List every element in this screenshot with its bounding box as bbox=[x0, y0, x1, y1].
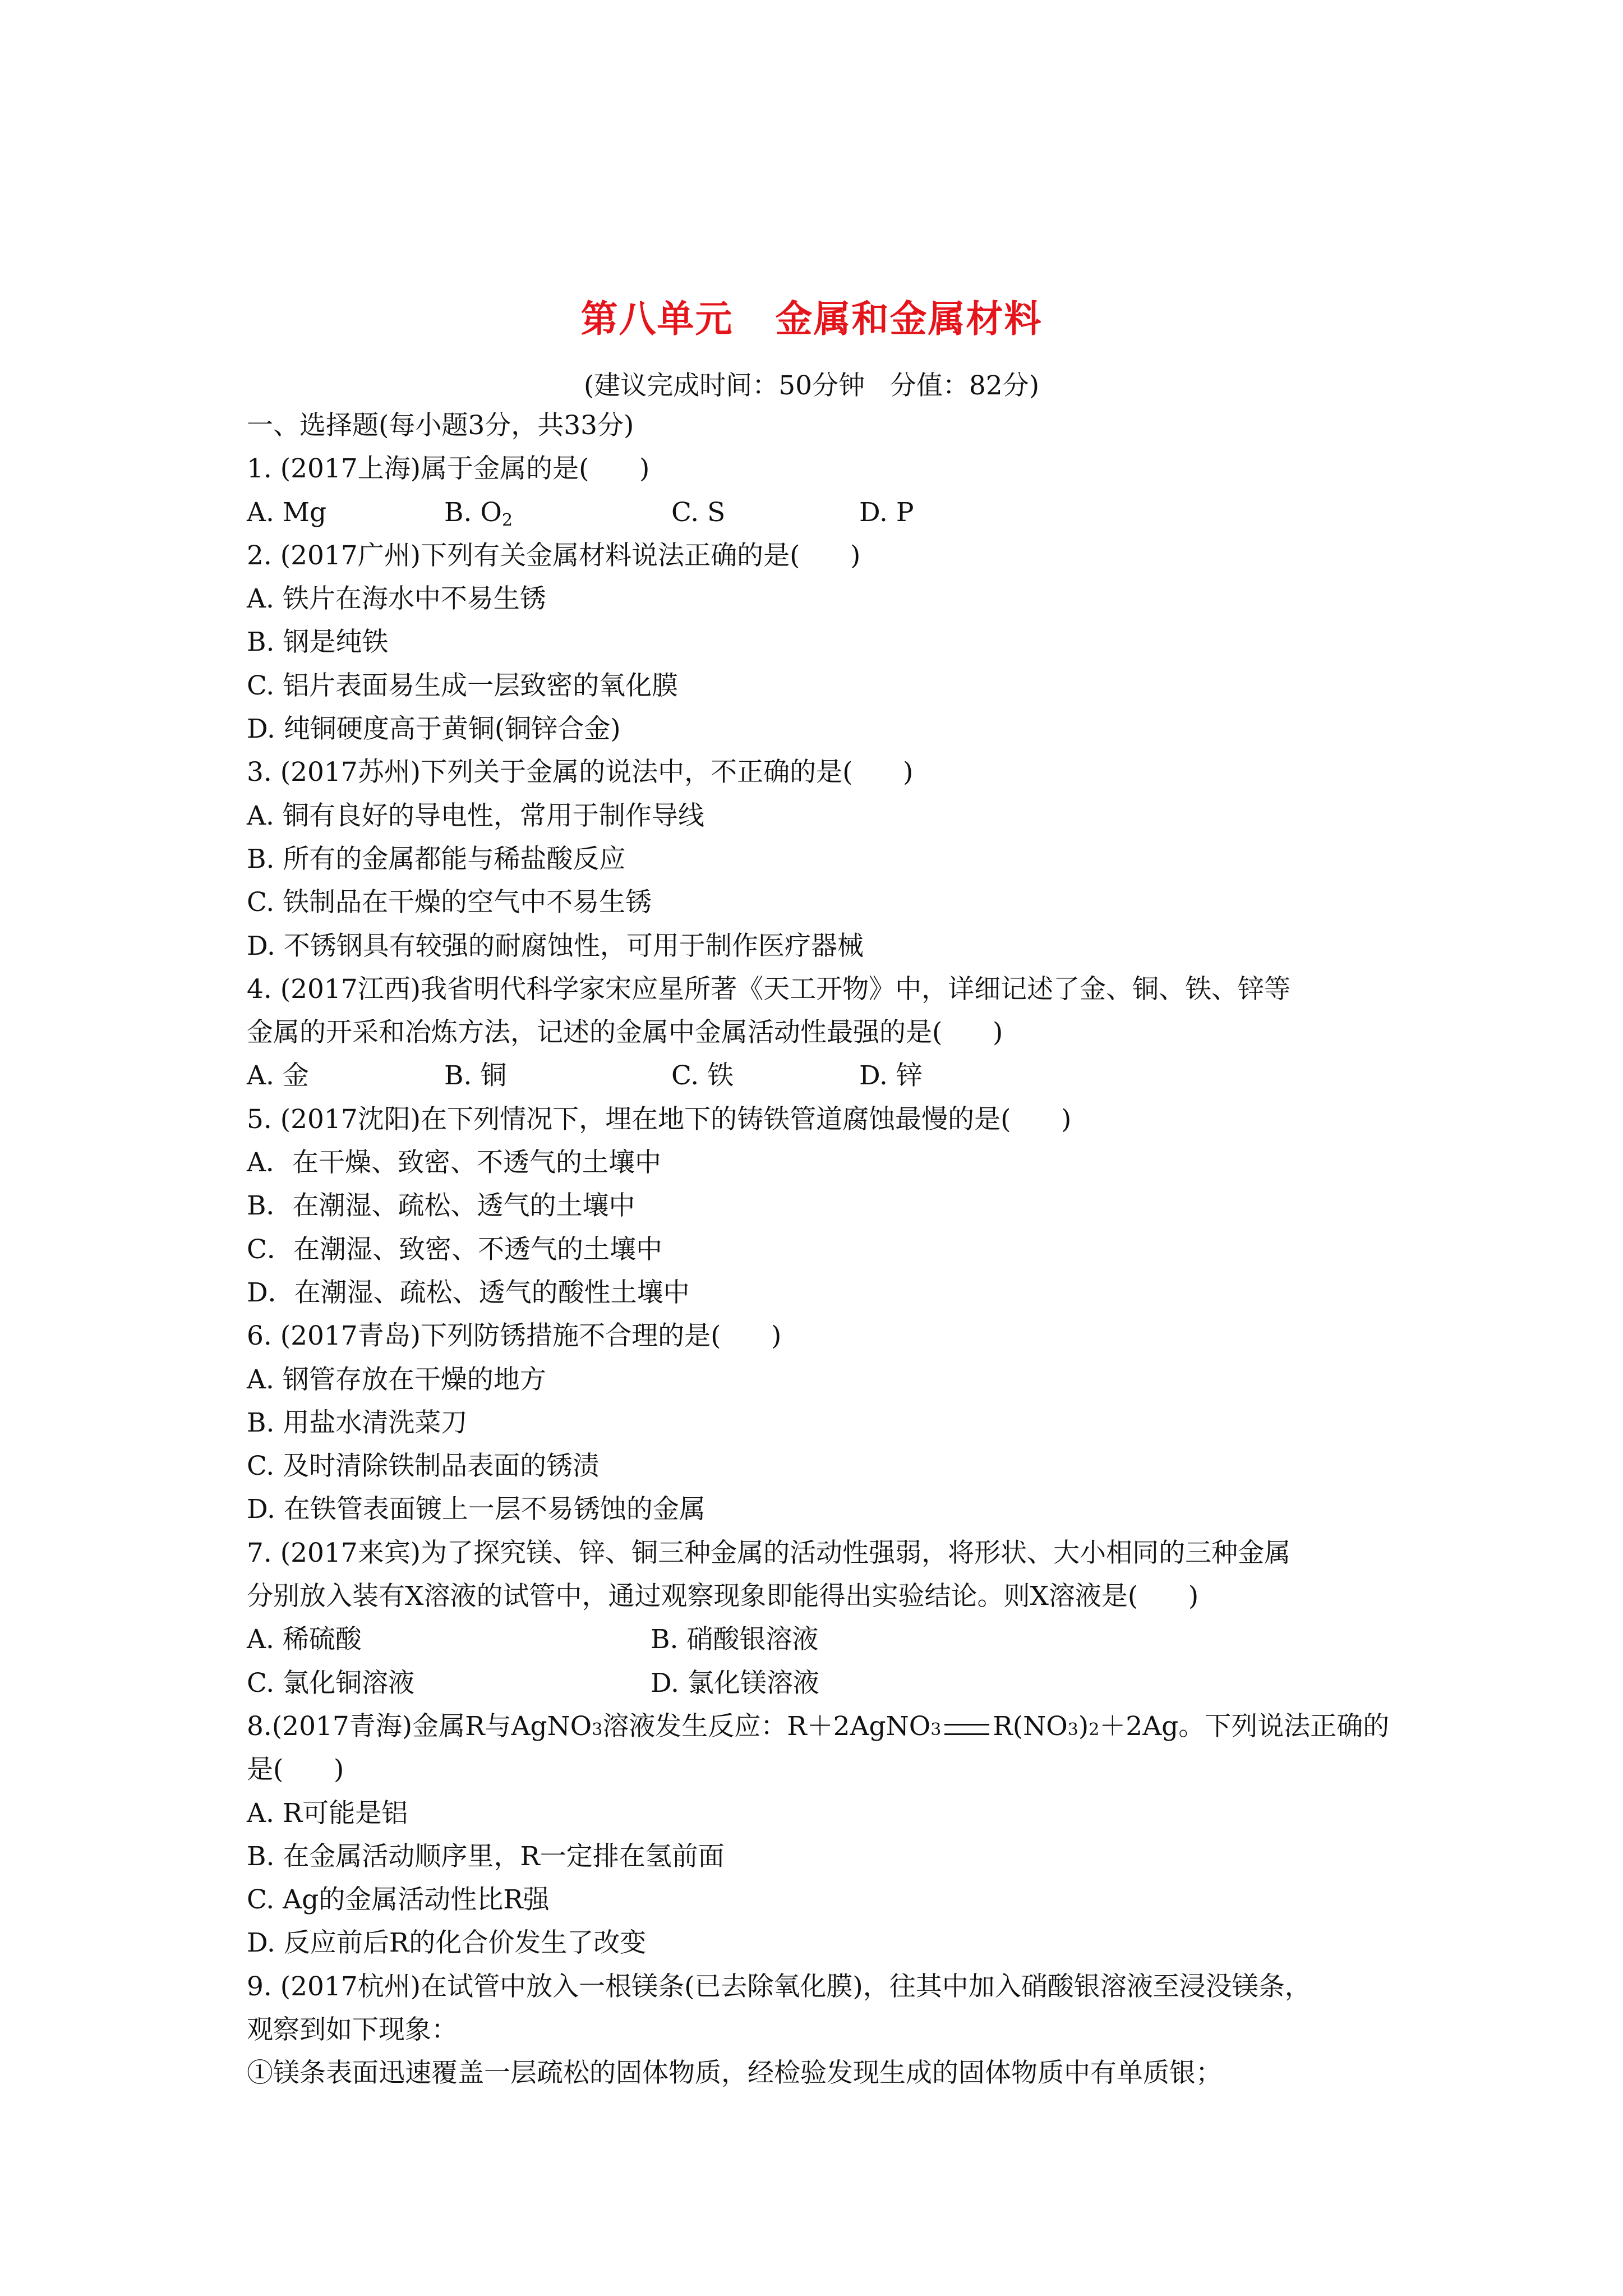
option-c: C. 氯化铜溶液 bbox=[247, 1667, 415, 1699]
option-b: B. 铜 bbox=[444, 1060, 507, 1092]
question-7-options-row-1 bbox=[247, 1618, 1402, 1661]
question-8-option-a: A. R可能是铝 bbox=[247, 1797, 408, 1829]
option-a: A. 稀硫酸 bbox=[247, 1624, 362, 1655]
document-body bbox=[247, 404, 1402, 2095]
question-2-stem: 2. (2017广州)下列有关金属材料说法正确的是( ) bbox=[247, 540, 861, 571]
question-1-stem: 1. (2017上海)属于金属的是( ) bbox=[247, 453, 650, 485]
question-7-options-row-2 bbox=[247, 1662, 1402, 1705]
option-a: A. 金 bbox=[247, 1060, 309, 1092]
option-a: A. Mg bbox=[247, 496, 327, 528]
section-heading: 一、选择题(每小题3分，共33分) bbox=[247, 410, 634, 441]
question-8-stem-line-2: 是( ) bbox=[247, 1754, 344, 1786]
question-1-options bbox=[247, 491, 1402, 534]
equals-sign bbox=[944, 1724, 989, 1735]
question-2-option-a: A. 铁片在海水中不易生锈 bbox=[247, 583, 546, 615]
question-6-option-a: A. 钢管存放在干燥的地方 bbox=[247, 1364, 546, 1395]
option-b: B. $O_2$ bbox=[444, 496, 513, 530]
question-9-stem-line-1: 9. (2017杭州)在试管中放入一根镁条(已去除氧化膜)，往其中加入硝酸银溶液至浸没镁条， bbox=[247, 1971, 1311, 2002]
question-3-option-d: D. 不锈钢具有较强的耐腐蚀性，可用于制作医疗器械 bbox=[247, 930, 864, 961]
question-8-option-b: B. 在金属活动顺序里，R一定排在氢前面 bbox=[247, 1841, 725, 1872]
question-6-option-d: D. 在铁管表面镀上一层不易锈蚀的金属 bbox=[247, 1494, 706, 1525]
question-4-options bbox=[247, 1054, 1402, 1097]
question-8-stem-line-1: 8.(2017青海)金属R与AgNO 3 溶液发生反应：R＋2AgNO 3 R(NO 3 ) 2 ＋2Ag。下列说法正确的 bbox=[247, 1710, 1390, 1742]
question-5-option-d: D．在潮湿、疏松、透气的酸性土壤中 bbox=[247, 1277, 690, 1308]
question-2-option-c: C. 铝片表面易生成一层致密的氧化膜 bbox=[247, 670, 679, 701]
option-d: D. 氯化镁溶液 bbox=[651, 1667, 819, 1699]
question-6-option-b: B. 用盐水清洗菜刀 bbox=[247, 1407, 468, 1438]
question-3-option-a: A. 铜有良好的导电性，常用于制作导线 bbox=[247, 800, 704, 831]
question-5-option-a: A．在干燥、致密、不透气的土壤中 bbox=[247, 1147, 661, 1179]
page-subtitle: (建议完成时间：50分钟 分值：82分) bbox=[583, 370, 1040, 401]
option-d: D. P bbox=[859, 496, 914, 528]
question-5-option-c: C．在潮湿、致密、不透气的土壤中 bbox=[247, 1234, 662, 1265]
question-2-option-b: B. 钢是纯铁 bbox=[247, 627, 389, 658]
question-3-option-c: C. 铁制品在干燥的空气中不易生锈 bbox=[247, 887, 652, 918]
question-4-stem-line-1: 4. (2017江西)我省明代科学家宋应星所著《天工开物》中，详细记述了金、铜、铁、锌等 bbox=[247, 973, 1291, 1005]
question-2-option-d: D. 纯铜硬度高于黄铜(铜锌合金) bbox=[247, 714, 621, 745]
question-9-stem-line-2: 观察到如下现象： bbox=[247, 2014, 458, 2045]
option-d: D. 锌 bbox=[859, 1060, 923, 1092]
question-6-stem: 6. (2017青岛)下列防锈措施不合理的是( ) bbox=[247, 1320, 782, 1352]
question-8-option-c: C. Ag的金属活动性比R强 bbox=[247, 1884, 550, 1916]
question-5-stem: 5. (2017沈阳)在下列情况下，埋在地下的铸铁管道腐蚀最慢的是( ) bbox=[247, 1103, 1072, 1135]
option-b: B. 硝酸银溶液 bbox=[651, 1624, 819, 1655]
question-3-stem: 3. (2017苏州)下列关于金属的说法中，不正确的是( ) bbox=[247, 757, 914, 788]
question-7-stem-line-1: 7. (2017来宾)为了探究镁、锌、铜三种金属的活动性强弱，将形状、大小相同的三种金属 bbox=[247, 1537, 1291, 1568]
option-c: C. 铁 bbox=[671, 1060, 734, 1092]
question-5-option-b: B．在潮湿、疏松、透气的土壤中 bbox=[247, 1190, 635, 1222]
option-c: C. S bbox=[671, 496, 726, 528]
question-8-option-d: D. 反应前后R的化合价发生了改变 bbox=[247, 1927, 647, 1959]
question-4-stem-line-2: 金属的开采和冶炼方法，记述的金属中金属活动性最强的是( ) bbox=[247, 1017, 1003, 1048]
question-6-option-c: C. 及时清除铁制品表面的锈渍 bbox=[247, 1451, 600, 1482]
question-9-observation-1: ①镁条表面迅速覆盖一层疏松的固体物质，经检验发现生成的固体物质中有单质银； bbox=[247, 2058, 1222, 2089]
question-3-option-b: B. 所有的金属都能与稀盐酸反应 bbox=[247, 843, 626, 875]
page-title: 第八单元 金属和金属材料 bbox=[580, 297, 1043, 341]
question-7-stem-line-2: 分别放入装有X溶液的试管中，通过观察现象即能得出实验结论。则X溶液是( ) bbox=[247, 1581, 1199, 1612]
